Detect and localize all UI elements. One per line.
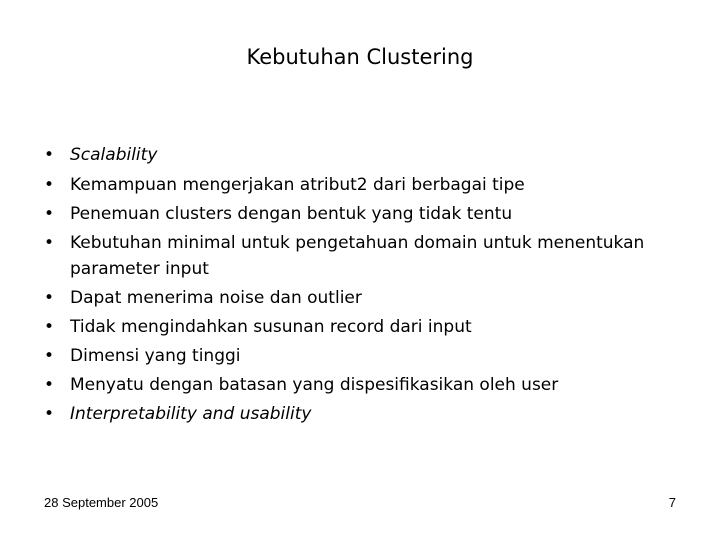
bullet-item-arbitrary-shapes: [44, 201, 684, 227]
bullet-icon: •: [44, 317, 55, 337]
bullet-text: Kemampuan mengerjakan atribut2 dari berbagai tipe: [70, 175, 525, 195]
bullet-icon: •: [44, 233, 55, 253]
bullet-list: [44, 142, 684, 430]
bullet-text: Interpretability and usability: [70, 404, 312, 424]
bullet-text: Tidak mengindahkan susunan record dari input: [70, 317, 472, 337]
bullet-text: Dimensi yang tinggi: [70, 346, 241, 366]
bullet-text: Menyatu dengan batasan yang dispesifikasikan oleh user: [70, 375, 559, 395]
bullet-item-noise-outlier: [44, 285, 684, 311]
bullet-item-domain-knowledge: [44, 230, 684, 282]
bullet-icon: •: [44, 346, 55, 366]
bullet-icon: •: [44, 288, 55, 308]
bullet-icon: •: [44, 145, 55, 165]
bullet-text: Dapat menerima noise dan outlier: [70, 288, 362, 308]
bullet-icon: •: [44, 404, 55, 424]
bullet-icon: •: [44, 375, 55, 395]
bullet-item-high-dimension: [44, 343, 684, 369]
bullet-item-attribute-types: [44, 172, 684, 198]
bullet-text: Scalability: [70, 145, 158, 165]
slide-title: Kebutuhan Clustering: [246, 45, 474, 69]
bullet-text: Penemuan clusters dengan bentuk yang tidak tentu: [70, 204, 513, 224]
bullet-item-scalability: [44, 142, 684, 168]
bullet-icon: •: [44, 175, 55, 195]
bullet-item-record-order: [44, 314, 684, 340]
bullet-text: Kebutuhan minimal untuk pengetahuan domain untuk menentukan parameter input: [70, 233, 645, 279]
footer-date: 28 September 2005: [44, 495, 159, 510]
bullet-item-user-constraints: [44, 372, 684, 398]
page-number: 7: [668, 495, 676, 510]
bullet-icon: •: [44, 204, 55, 224]
bullet-item-interpretability: [44, 401, 684, 427]
